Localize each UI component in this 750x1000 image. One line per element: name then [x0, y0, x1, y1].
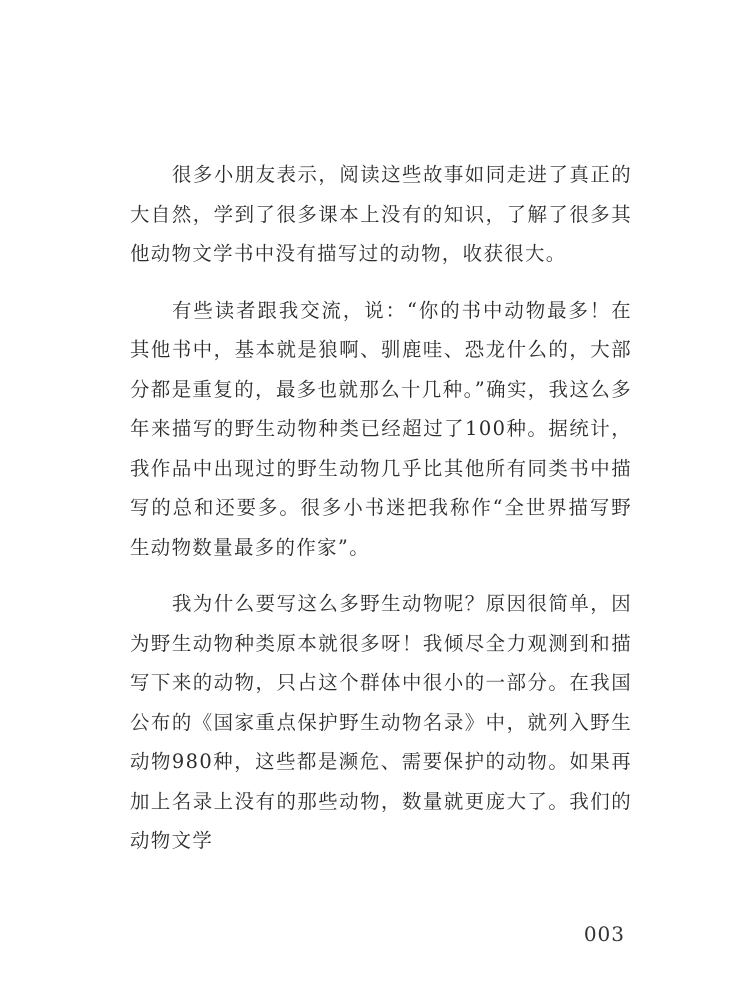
paragraph-1: 很多小朋友表示，阅读这些故事如同走进了真正的大自然，学到了很多课本上没有的知识，了解了很多其他动物文学书中没有描写过的动物，收获很大。 — [130, 163, 632, 265]
paragraph-2: 有些读者跟我交流，说：“你的书中动物最多！在其他书中，基本就是狼啊、驯鹿哇、恐龙什么的，大部分都是重复的，最多也就那么十几种。”确实，我这么多年来描写的野生动物种类已经超过了100种。据统计，我作品中出现过的野生动物几乎比其他所有同类书中描写的总和还要多。很多小书迷把我称作“全世界描写野生动物数量最多的作家”。 — [130, 298, 632, 559]
body-text — [130, 155, 632, 861]
paragraph-3: 我为什么要写这么多野生动物呢？原因很简单，因为野生动物种类原本就很多呀！我倾尽全力观测到和描写下来的动物，只占这个群体中很小的一部分。在我国公布的《国家重点保护野生动物名录》中，就列入野生动物980种，这些都是濒危、需要保护的动物。如果再加上名录上没有的那些动物，数量就更庞大了。我们的动物文学 — [130, 592, 632, 852]
page-number: 003 — [583, 922, 625, 946]
